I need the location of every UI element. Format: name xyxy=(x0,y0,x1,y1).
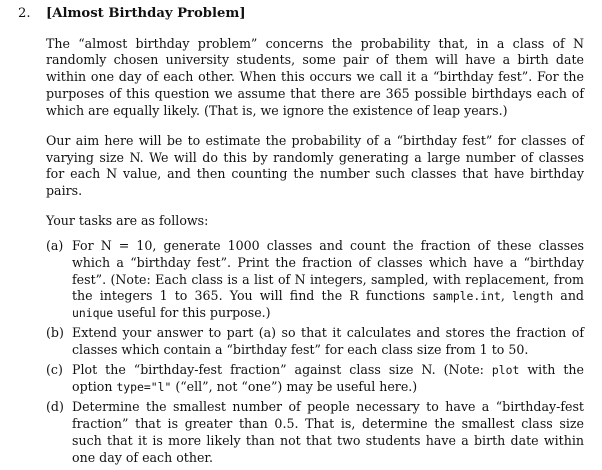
task-a-text xyxy=(72,238,584,323)
question-heading xyxy=(18,6,584,23)
code-plot: plot xyxy=(491,363,520,378)
task-a-label: (a) xyxy=(46,237,64,253)
task-c-text-part-3: (“ell”, not “one”) may be useful here.) xyxy=(171,379,418,394)
code-sample-int: sample.int xyxy=(432,289,501,304)
tasks-lead-paragraph: Your tasks are as follows: xyxy=(46,212,209,228)
intro-paragraph: The “almost birthday problem” concerns the probability that, in a class of N randomly chosen university students, some pair of them will have a birth date within one day of each other. When this occurs we call it a “birthday fest”. For the purposes of this question we assume that there are 365 possible birthdays each of which are equally likely. (That is, we ignore the existence of leap years.) xyxy=(46,35,584,119)
task-list xyxy=(46,238,584,467)
question-title: [Almost Birthday Problem] xyxy=(46,6,246,21)
task-c-text-part-2: with the option xyxy=(72,362,584,394)
task-d-label: (d) xyxy=(46,398,64,414)
task-a-text-part-1: For N = 10, generate 1000 classes and count the fraction of these classes which a “birthday fest”. Print the fraction of classes which have a “birthday fest”. (Note: Each class is a list of N integers, sampled, with replacement, from the integers 1 to 365. You will find the R functions xyxy=(72,237,584,304)
task-d-text: Determine the smallest number of people necessary to have a “birthday-fest fraction” that is greater than 0.5. That is, determine the smallest class size such that it is more likely than not that two students have a birth date within one day of each other. xyxy=(72,398,584,465)
task-c xyxy=(46,362,584,396)
code-type-option: type="l" xyxy=(116,380,172,394)
code-unique: unique xyxy=(72,306,114,321)
task-c-label: (c) xyxy=(46,362,63,378)
task-a xyxy=(46,238,584,323)
task-b-text: Extend your answer to part (a) so that it calculates and stores the fraction of classes which contain a “birthday fest” for each class size from 1 to 50. xyxy=(72,325,584,358)
code-length: length xyxy=(512,289,554,304)
task-c-text-part-1: Plot the “birthday-fest fraction” against class size N. (Note: xyxy=(72,362,492,378)
task-a-text-part-2: useful for this purpose.) xyxy=(113,305,271,321)
task-b xyxy=(46,325,584,359)
question-block xyxy=(18,6,584,470)
question-number: 2. xyxy=(18,6,31,21)
task-b-label: (b) xyxy=(46,325,64,341)
task-a-separator-1: , xyxy=(500,288,512,304)
task-d xyxy=(46,399,584,467)
aim-paragraph: Our aim here will be to estimate the probability of a “birthday fest” for classes of varying size N. We will do this by randomly generating a large number of classes for each N value, and then counting the number such classes that have birthday pairs. xyxy=(46,132,584,199)
task-c-text xyxy=(72,362,584,396)
task-a-separator-2: and xyxy=(553,288,584,304)
